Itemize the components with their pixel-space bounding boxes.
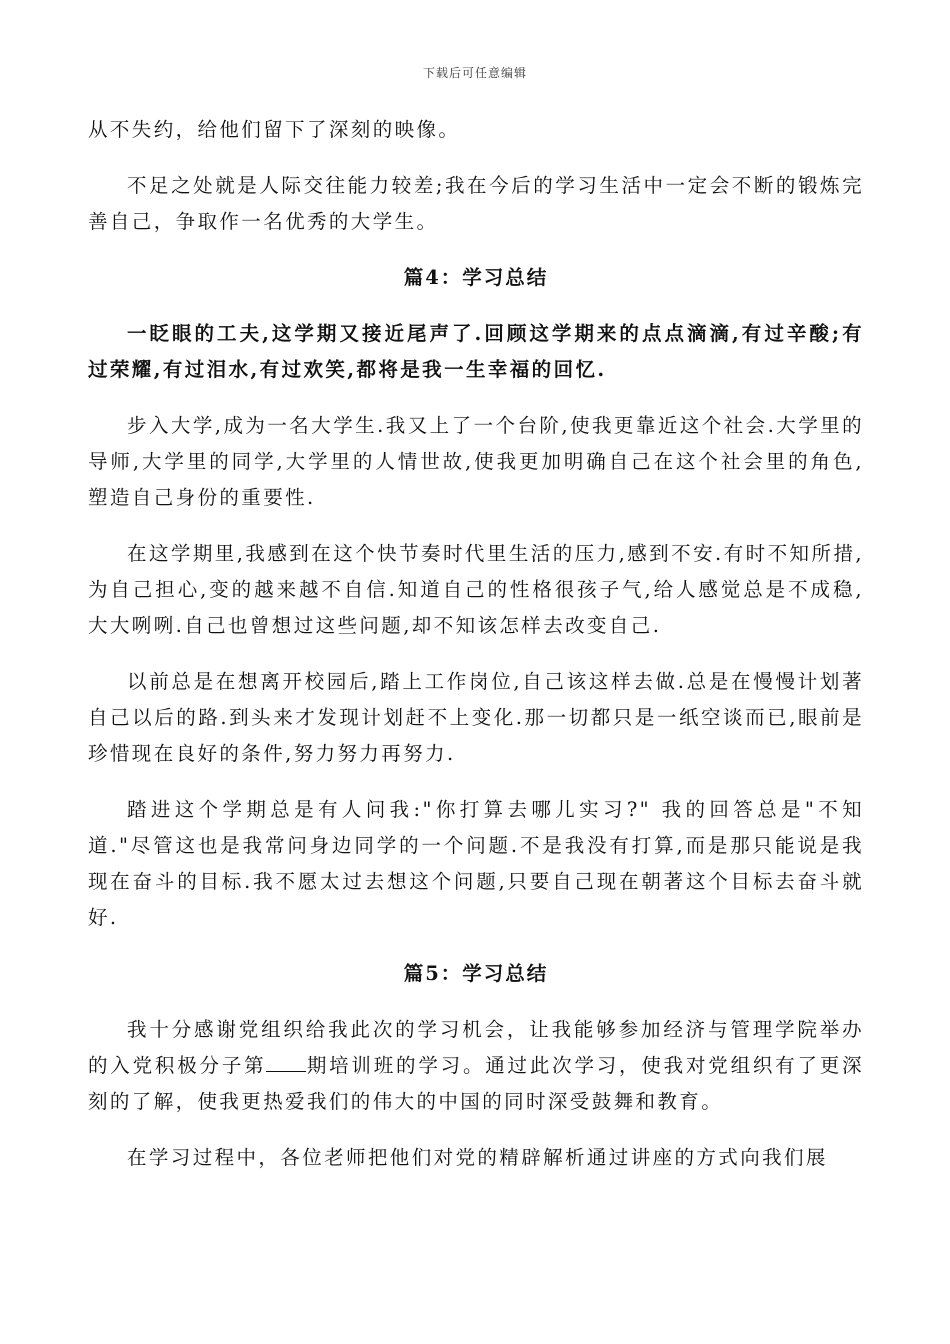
- paragraph-1: 从不失约，给他们留下了深刻的映像。: [88, 118, 461, 141]
- paragraph-6: 以前总是在想离开校园后,踏上工作岗位,自己该这样去做.总是在慢慢计划著自己以后的路.到头来才发现计划赶不上变化.那一切都只是一纸空谈而已,眼前是珍惜现在良好的条件,努力努力再努力.: [88, 670, 864, 765]
- paragraph-4: 步入大学,成为一名大学生.我又上了一个台阶,使我更靠近这个社会.大学里的导师,大学里的同学,大学里的人情世故,使我更加明确自己在这个社会里的角色,塑造自己身份的重要性.: [88, 414, 864, 509]
- paragraph-8: [88, 1012, 864, 1120]
- paragraph-5: 在这学期里,我感到在这个快节奏时代里生活的压力,感到不安.有时不知所措,为自己担心,变的越来越不自信.知道自己的性格很孩子气,给人感觉总是不成稳,大大咧咧.自己也曾想过这些问题,却不知该怎样去改变自己.: [88, 542, 864, 637]
- paragraph-8-before: 我十分感谢党组织给我此次的学习机会，让我能够参加经济与管理学院举办的入党积极分子第: [88, 1018, 864, 1077]
- paragraph-7: 踏进这个学期总是有人问我:"你打算去哪儿实习?" 我的回答总是"不知道."尽管这也是我常问身边同学的一个问题.不是我没有打算,而是那只能说是我现在奋斗的目标.我不愿太过去想这个问题,只要自己现在朝著这个目标去奋斗就好.: [88, 798, 864, 929]
- document-body: [88, 112, 864, 1196]
- paragraph-9: 在学习过程中，各位老师把他们对党的精辟解析通过讲座的方式向我们展: [127, 1146, 828, 1169]
- paragraph-2: 不足之处就是人际交往能力较差;我在今后的学习生活中一定会不断的锻炼完善自己，争取作一名优秀的大学生。: [88, 174, 864, 233]
- paragraph-8-after: 期培训班的学习。通过此次学习，使我对党组织有了更深刻的了解，使我更热爱我们的伟大的中国的同时深受鼓舞和教育。: [88, 1054, 864, 1113]
- paragraph-3: 一眨眼的工夫,这学期又接近尾声了.回顾这学期来的点点滴滴,有过辛酸;有过荣耀,有过泪水,有过欢笑,都将是我一生幸福的回忆.: [88, 322, 864, 381]
- section-heading-4: 篇4：学习总结: [403, 266, 549, 289]
- page-header: 下载后可任意编辑: [422, 66, 527, 80]
- fill-in-blank: [266, 1053, 306, 1072]
- section-heading-5: 篇5：学习总结: [403, 962, 549, 985]
